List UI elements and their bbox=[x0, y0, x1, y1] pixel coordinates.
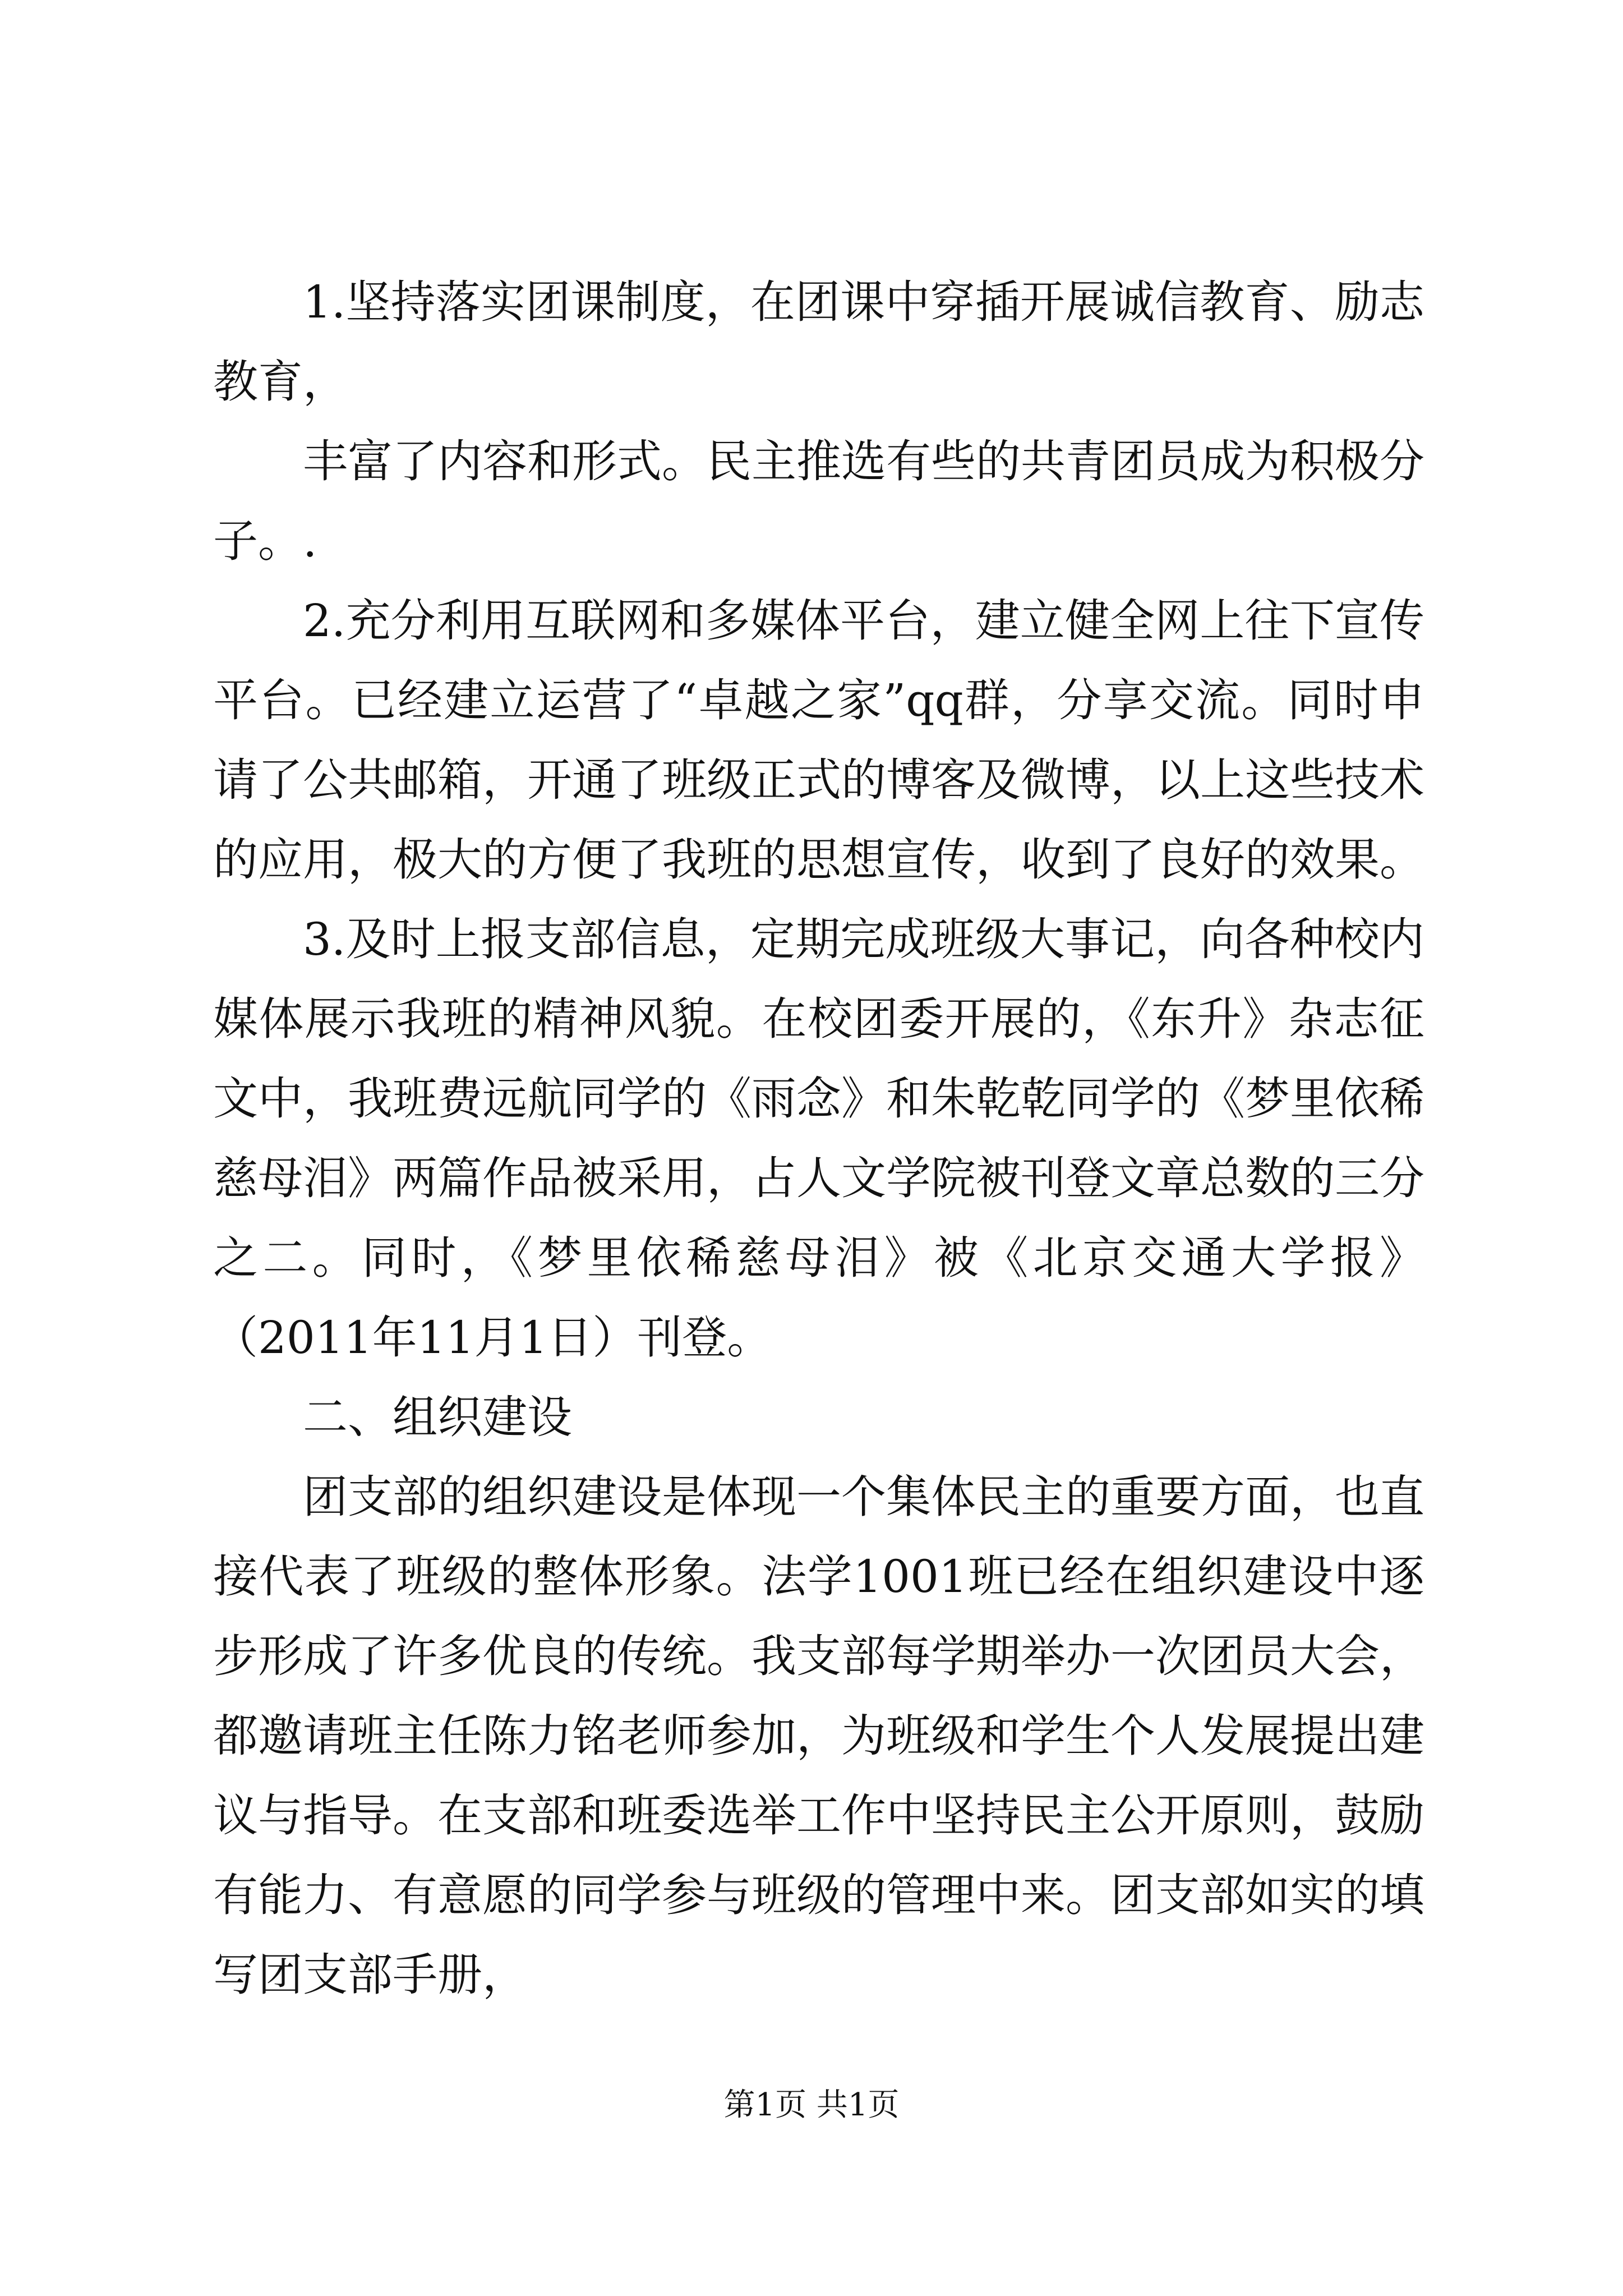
paragraph-4: 3.及时上报支部信息，定期完成班级大事记，向各种校内媒体展示我班的精神风貌。在校团委开展的，《东升》杂志征文中，我班费远航同学的《雨念》和朱乾乾同学的《梦里依稀慈母泪》两篇作品被采用，占人文学院被刊登文章总数的三分之二。同时，《梦里依稀慈母泪》被《北京交通大学报》（2011年11月1日）刊登。 bbox=[213, 913, 1424, 1364]
paragraph-2: 丰富了内容和形式。民主推选有些的共青团员成为积极分子。. bbox=[213, 435, 1424, 567]
paragraph-5: 团支部的组织建设是体现一个集体民主的重要方面，也直接代表了班级的整体形象。法学1001班已经在组织建设中逐步形成了许多优良的传统。我支部每学期举办一次团员大会，都邀请班主任陈力铭老师参加，为班级和学生个人发展提出建议与指导。在支部和班委选举工作中坚持民主公开原则，鼓励有能力、有意愿的同学参与班级的管理中来。团支部如实的填写团支部手册， bbox=[213, 1471, 1424, 2001]
page-number-label: 第1页 共1页 bbox=[723, 2087, 900, 2123]
section-heading-organization: 二、组织建设 bbox=[303, 1391, 572, 1443]
paragraph-1: 1.坚持落实团课制度，在团课中穿插开展诚信教育、励志教育， bbox=[213, 276, 1424, 408]
document-body bbox=[213, 263, 1424, 2015]
paragraph-3: 2.充分利用互联网和多媒体平台，建立健全网上往下宣传平台。已经建立运营了“卓越之家”qq群，分享交流。同时申请了公共邮箱，开通了班级正式的博客及微博，以上这些技术的应用，极大的方便了我班的思想宣传，收到了良好的效果。 bbox=[213, 595, 1424, 886]
page-footer bbox=[0, 2086, 1623, 2125]
